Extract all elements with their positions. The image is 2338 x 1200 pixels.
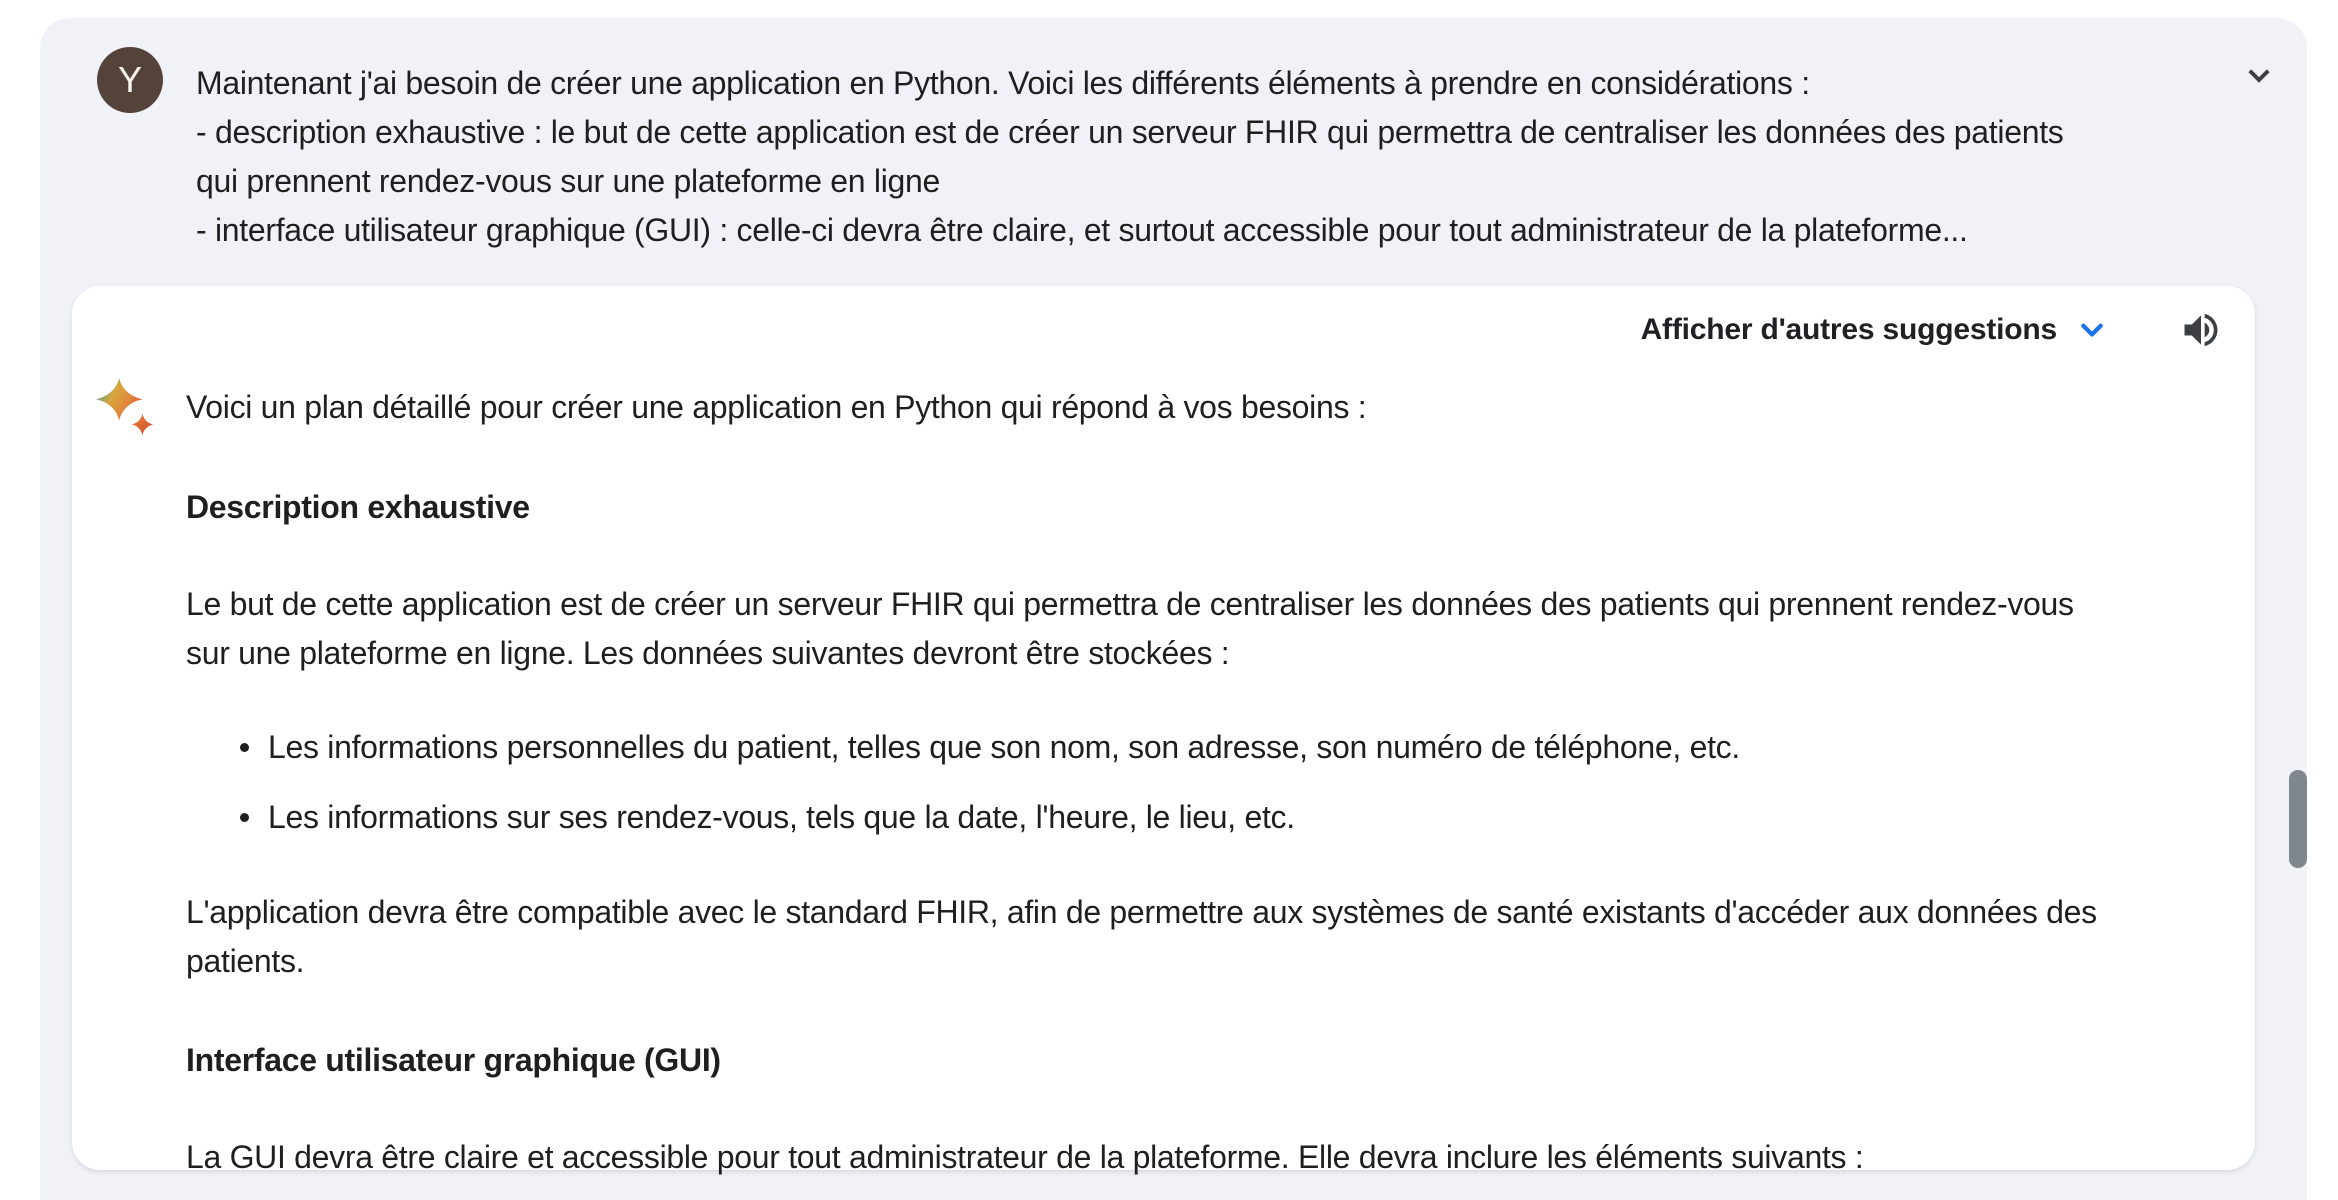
- scrollbar-thumb[interactable]: [2289, 770, 2307, 868]
- paragraph: [186, 580, 2074, 678]
- section-heading: Interface utilisateur graphique (GUI): [186, 1042, 721, 1078]
- suggestions-label: Afficher d'autres suggestions: [1640, 313, 2057, 346]
- chevron-down-icon: [2073, 311, 2111, 349]
- conversation-panel: [40, 18, 2307, 1200]
- user-message-line: - description exhaustive : le but de cette application est de créer un serveur FHIR qui permettra de centraliser les données des patients: [196, 114, 2064, 150]
- user-message: [196, 59, 2063, 255]
- response-card: [72, 286, 2255, 1175]
- paragraph-line: patients.: [186, 943, 305, 979]
- bullet-dot: [240, 743, 249, 752]
- user-message-line: - interface utilisateur graphique (GUI) : celle-ci devra être claire, et surtout accessible pour tout administrateur de la plateforme...: [196, 212, 1968, 248]
- list-item-text: Les informations personnelles du patient, telles que son nom, son adresse, son numéro de téléphone, etc.: [268, 729, 1740, 765]
- list-item-text: Les informations sur ses rendez-vous, tels que la date, l'heure, le lieu, etc.: [268, 799, 1295, 835]
- user-message-line: qui prennent rendez-vous sur une plateforme en ligne: [196, 163, 940, 199]
- list-item: [240, 723, 1740, 772]
- show-more-suggestions-button[interactable]: [1641, 311, 2111, 349]
- read-aloud-button[interactable]: [2177, 306, 2225, 354]
- paragraph: [186, 888, 2097, 986]
- response-intro: Voici un plan détaillé pour créer une application en Python qui répond à vos besoins :: [186, 389, 1367, 425]
- user-avatar: Y: [97, 47, 163, 113]
- speaker-icon: [2179, 308, 2223, 352]
- collapse-message-button[interactable]: [2235, 52, 2283, 100]
- user-message-line: Maintenant j'ai besoin de créer une application en Python. Voici les différents éléments à prendre en considérations :: [196, 65, 1810, 101]
- list-item: [240, 793, 1295, 842]
- paragraph-line: L'application devra être compatible avec le standard FHIR, afin de permettre aux systèmes de santé existants d'accéder aux données des: [186, 894, 2097, 930]
- paragraph: La GUI devra être claire et accessible pour tout administrateur de la plateforme. Elle devra inclure les éléments suivants :: [186, 1139, 1864, 1175]
- paragraph-line: Le but de cette application est de créer un serveur FHIR qui permettra de centraliser les données des patients qui prennent rendez-vous: [186, 586, 2074, 622]
- bullet-dot: [240, 813, 249, 822]
- response-toolbar: [1641, 302, 2225, 358]
- chevron-down-icon: [2242, 59, 2276, 93]
- gemini-sparkle-icon: [94, 376, 156, 438]
- paragraph-line: sur une plateforme en ligne. Les données suivantes devront être stockées :: [186, 635, 1230, 671]
- section-heading: Description exhaustive: [186, 489, 530, 525]
